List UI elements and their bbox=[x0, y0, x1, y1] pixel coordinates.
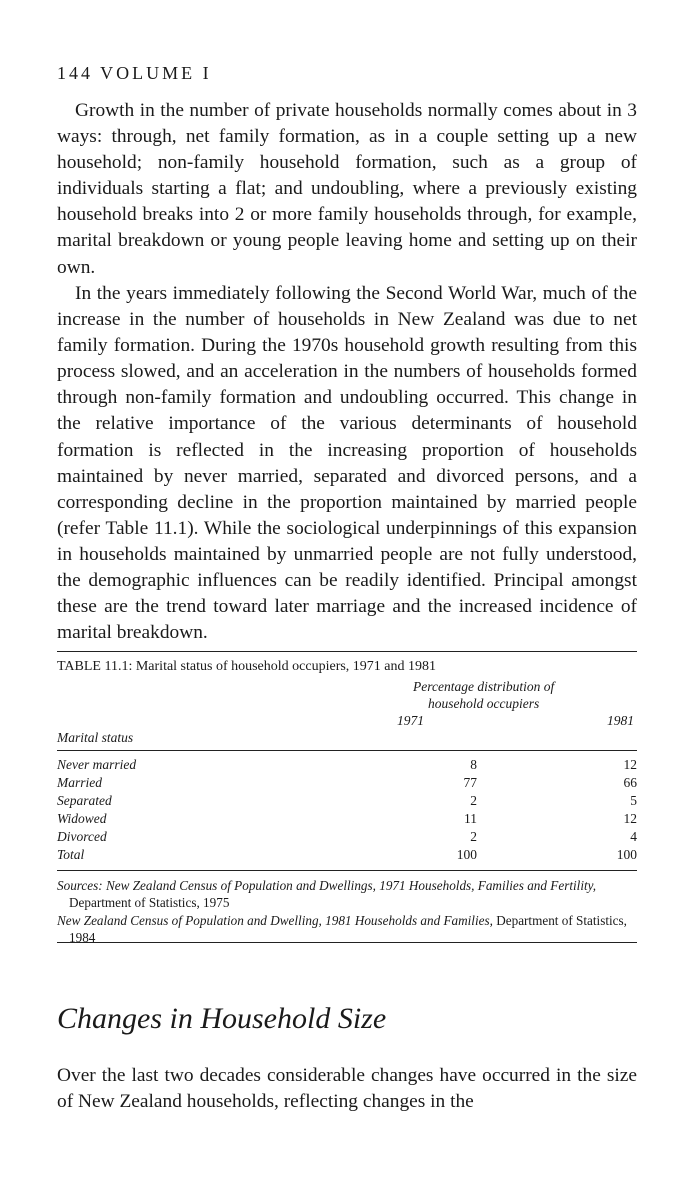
table-row-total: Total 100 100 bbox=[57, 847, 637, 862]
table-col-marital-status: Marital status bbox=[57, 730, 134, 745]
table-row: Separated 2 5 bbox=[57, 793, 637, 808]
table-end-rule bbox=[57, 942, 637, 943]
table-bottom-rule bbox=[57, 870, 637, 871]
paragraph-household-growth: Growth in the number of private households normally comes about in 3 ways: through, net family formation, as in a couple setting up a new household; non-family household formation, such as a group of individuals starting a flat; and undoubling, where a previously existing household breaks into 2 or more family households through, for example, marital breakdown or young people leaving home and setting up on their own. bbox=[57, 100, 637, 278]
table-col-1971: 1971 bbox=[397, 713, 424, 728]
section-heading: Changes in Household Size bbox=[57, 1002, 387, 1035]
table-title: TABLE 11.1: Marital status of household occupiers, 1971 and 1981 bbox=[57, 659, 437, 674]
table-row: Never married 8 12 bbox=[57, 757, 637, 772]
table-sources bbox=[57, 877, 637, 947]
table-col-1981: 1981 bbox=[607, 713, 634, 728]
paragraph-household-size: Over the last two decades considerable changes have occurred in the size of New Zealand households, reflecting changes in the bbox=[57, 1065, 637, 1113]
table-header-rule bbox=[57, 750, 637, 751]
source-1971: Sources: New Zealand Census of Population and Dwellings, 1971 Households, Families and Fertility, Department of Statistics, 1975 bbox=[57, 878, 597, 911]
table-row: Widowed 11 12 bbox=[57, 811, 637, 826]
running-head: 144 VOLUME I bbox=[57, 63, 212, 83]
table-group-header: Percentage distribution of household occupiers bbox=[413, 679, 555, 711]
table-row: Divorced 2 4 bbox=[57, 829, 637, 844]
paragraph-postwar-trends: In the years immediately following the Second World War, much of the increase in the number of households in New Zealand was due to net family formation. During the 1970s household growth resulting from this process slowed, and an acceleration in the numbers of households formed through non-family formation and undoubling occurred. This change in the relative importance of the various determinants of household formation is reflected in the increasing proportion of households maintained by never married, separated and divorced persons, and a corresponding decline in the proportion maintained by married people (refer Table 11.1). While the sociological underpinnings of this expansion in households maintained by unmarried people are not fully understood, the demographic influences can be readily identified. Principal amongst these are the trend toward later marriage and the increased incidence of marital breakdown. bbox=[57, 283, 637, 644]
table-top-rule bbox=[57, 651, 637, 652]
source-1981: New Zealand Census of Population and Dwelling, 1981 Households and Families, Department of Statistics, 1984 bbox=[57, 912, 627, 946]
table-row: Married 77 66 bbox=[57, 775, 637, 790]
